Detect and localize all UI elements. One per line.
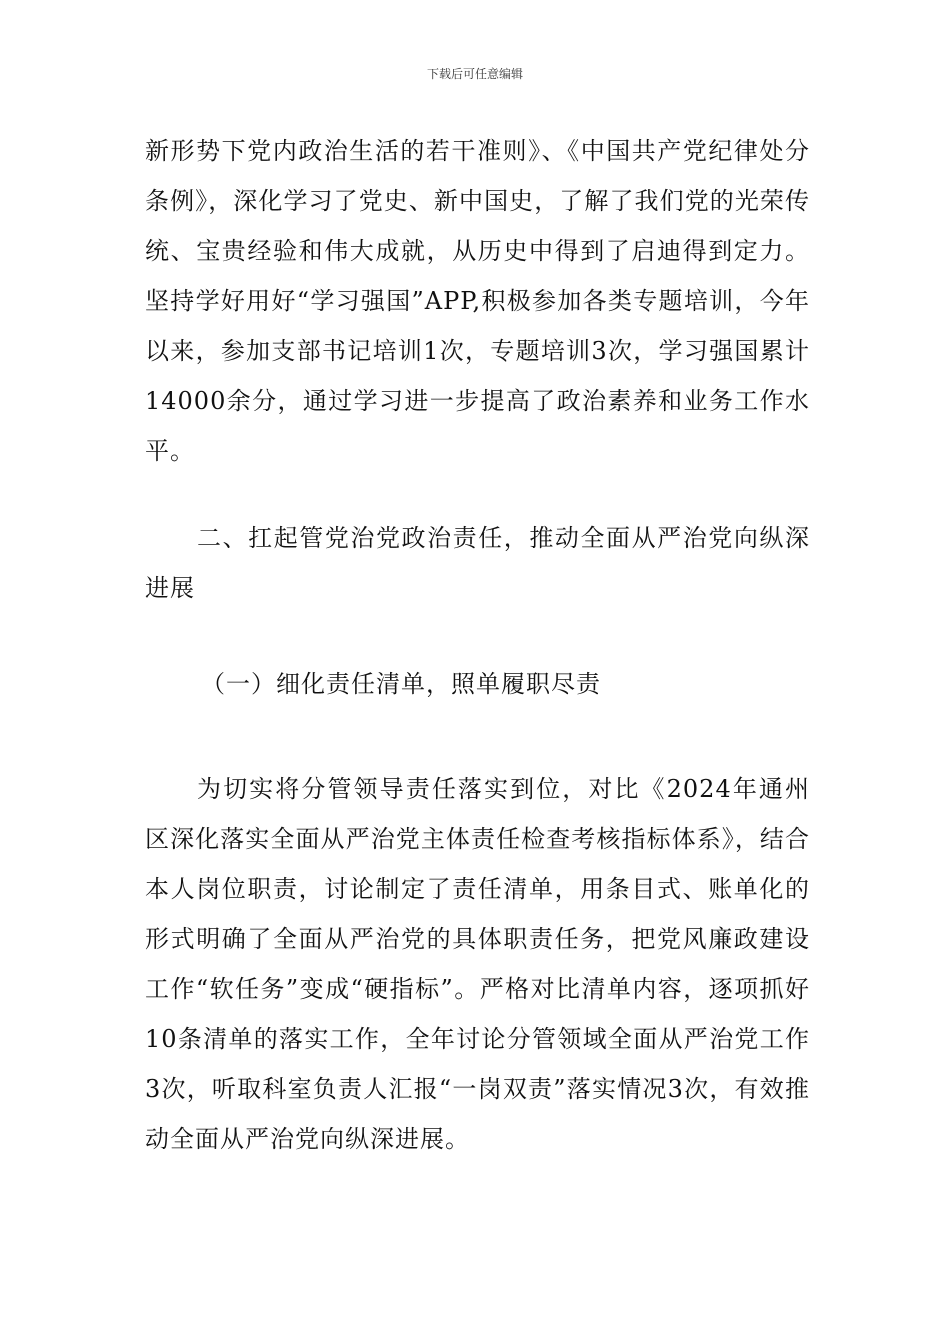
header-note: 下载后可任意编辑 — [426, 67, 523, 81]
paragraph-responsibility-list: 为切实将分管领导责任落实到位，对比《2024年通州区深化落实全面从严治党主体责任检查考核指标体系》，结合本人岗位职责，讨论制定了责任清单，用条目式、账单化的形式明确了全面从严治党的具体职责任务，把党风廉政建设工作“软任务”变成“硬指标”。严格对比清单内容，逐项抓好10条清单的落实工作，全年讨论分管领域全面从严治党工作3次，听取科室负责人汇报“一岗双责”落实情况3次，有效推动全面从严治党向纵深进展。 — [145, 775, 810, 1153]
paragraph-continued: 新形势下党内政治生活的若干准则》、《中国共产党纪律处分条例》，深化学习了党史、新中国史，了解了我们党的光荣传统、宝贵经验和伟大成就，从历史中得到了启迪得到定力。坚持学好用好“学习强国”APP,积极参加各类专题培训，今年以来，参加支部书记培训1次，专题培训3次，学习强国累计14000余分，通过学习进一步提高了政治素养和业务工作水平。 — [145, 137, 810, 465]
section-heading-2: 二、扛起管党治党政治责任，推动全面从严治党向纵深进展 — [145, 524, 810, 602]
subsection-heading-1: （一）细化责任清单，照单履职尽责 — [201, 670, 601, 698]
paragraph-spacer — [145, 476, 810, 513]
paragraph-spacer — [145, 709, 810, 764]
document-body — [145, 126, 810, 1164]
paragraph-spacer — [145, 613, 810, 659]
